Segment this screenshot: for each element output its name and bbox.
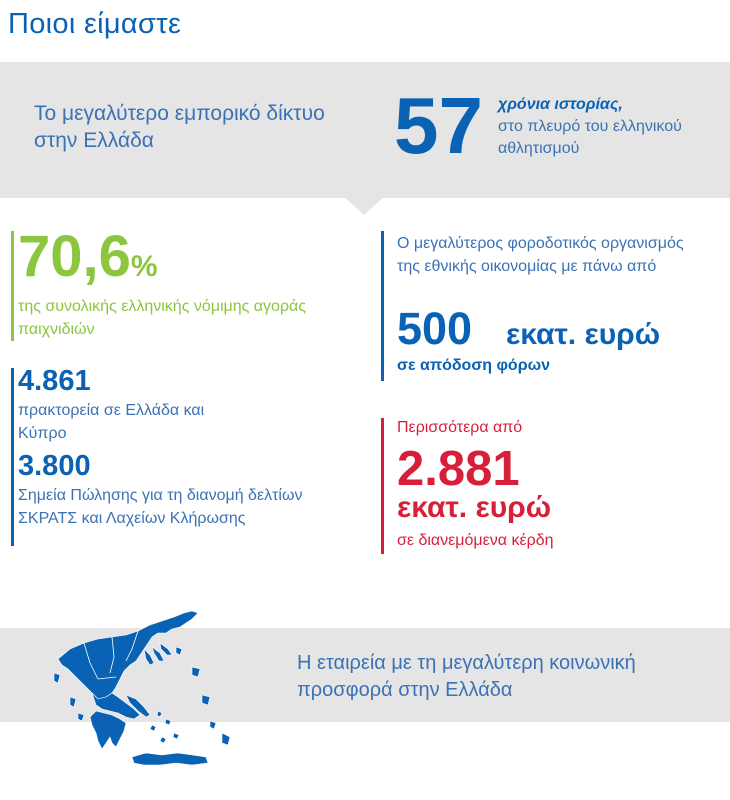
market-share-unit: % bbox=[130, 250, 158, 283]
prizes-value: 2.881 bbox=[397, 442, 520, 496]
agents-value: 4.861 bbox=[18, 365, 91, 397]
history-years-label-rest: στο πλευρό του ελληνικού αθλητισμού bbox=[498, 118, 682, 157]
history-years-label bbox=[498, 94, 708, 160]
banner-pointer bbox=[344, 197, 384, 215]
market-share-value bbox=[18, 222, 158, 302]
page-title: Ποιοι είμαστε bbox=[8, 8, 182, 40]
market-share-number: 70,6 bbox=[18, 224, 131, 289]
taxes-value: 500 bbox=[397, 303, 473, 354]
greece-map-icon bbox=[40, 593, 240, 771]
points-of-sale-text: Σημεία Πώλησης για τη διανομή δελτίων ΣΚΡΑΤΣ και Λαχείων Κλήρωσης bbox=[18, 487, 303, 527]
network-statement: Το μεγαλύτερο εμπορικό δίκτυο στην Ελλάδα bbox=[34, 102, 325, 152]
taxes-text: Ο μεγαλύτερος φορoδοτικός οργανισμός της εθνικής οικονομίας με πάνω από bbox=[397, 235, 684, 275]
prizes-pretext: Περισσότερα από bbox=[397, 419, 523, 436]
taxes-subtext: σε απόδοση φόρων bbox=[397, 357, 551, 374]
social-statement: Η εταιρεία με τη μεγαλύτερη κοινωνική προσφορά στην Ελλάδα bbox=[297, 652, 636, 701]
divider-red bbox=[381, 418, 384, 554]
divider-green bbox=[11, 231, 14, 341]
prizes-unit: εκατ. ευρώ bbox=[397, 491, 552, 524]
market-share-text: της συνολικής ελληνικής νόμιμης αγοράς παιχνιδιών bbox=[18, 298, 306, 338]
divider-blue-left bbox=[11, 368, 14, 546]
prizes-subtext: σε διανεμόμενα κέρδη bbox=[397, 532, 554, 549]
points-of-sale-value: 3.800 bbox=[18, 450, 91, 482]
history-years-label-strong: χρόνια ιστορίας, bbox=[498, 96, 623, 113]
divider-blue-right bbox=[381, 231, 384, 381]
taxes-unit: εκατ. ευρώ bbox=[506, 318, 661, 351]
history-years-number: 57 bbox=[394, 81, 483, 170]
agents-text: πρακτορεία σε Ελλάδα και Κύπρο bbox=[18, 402, 205, 442]
